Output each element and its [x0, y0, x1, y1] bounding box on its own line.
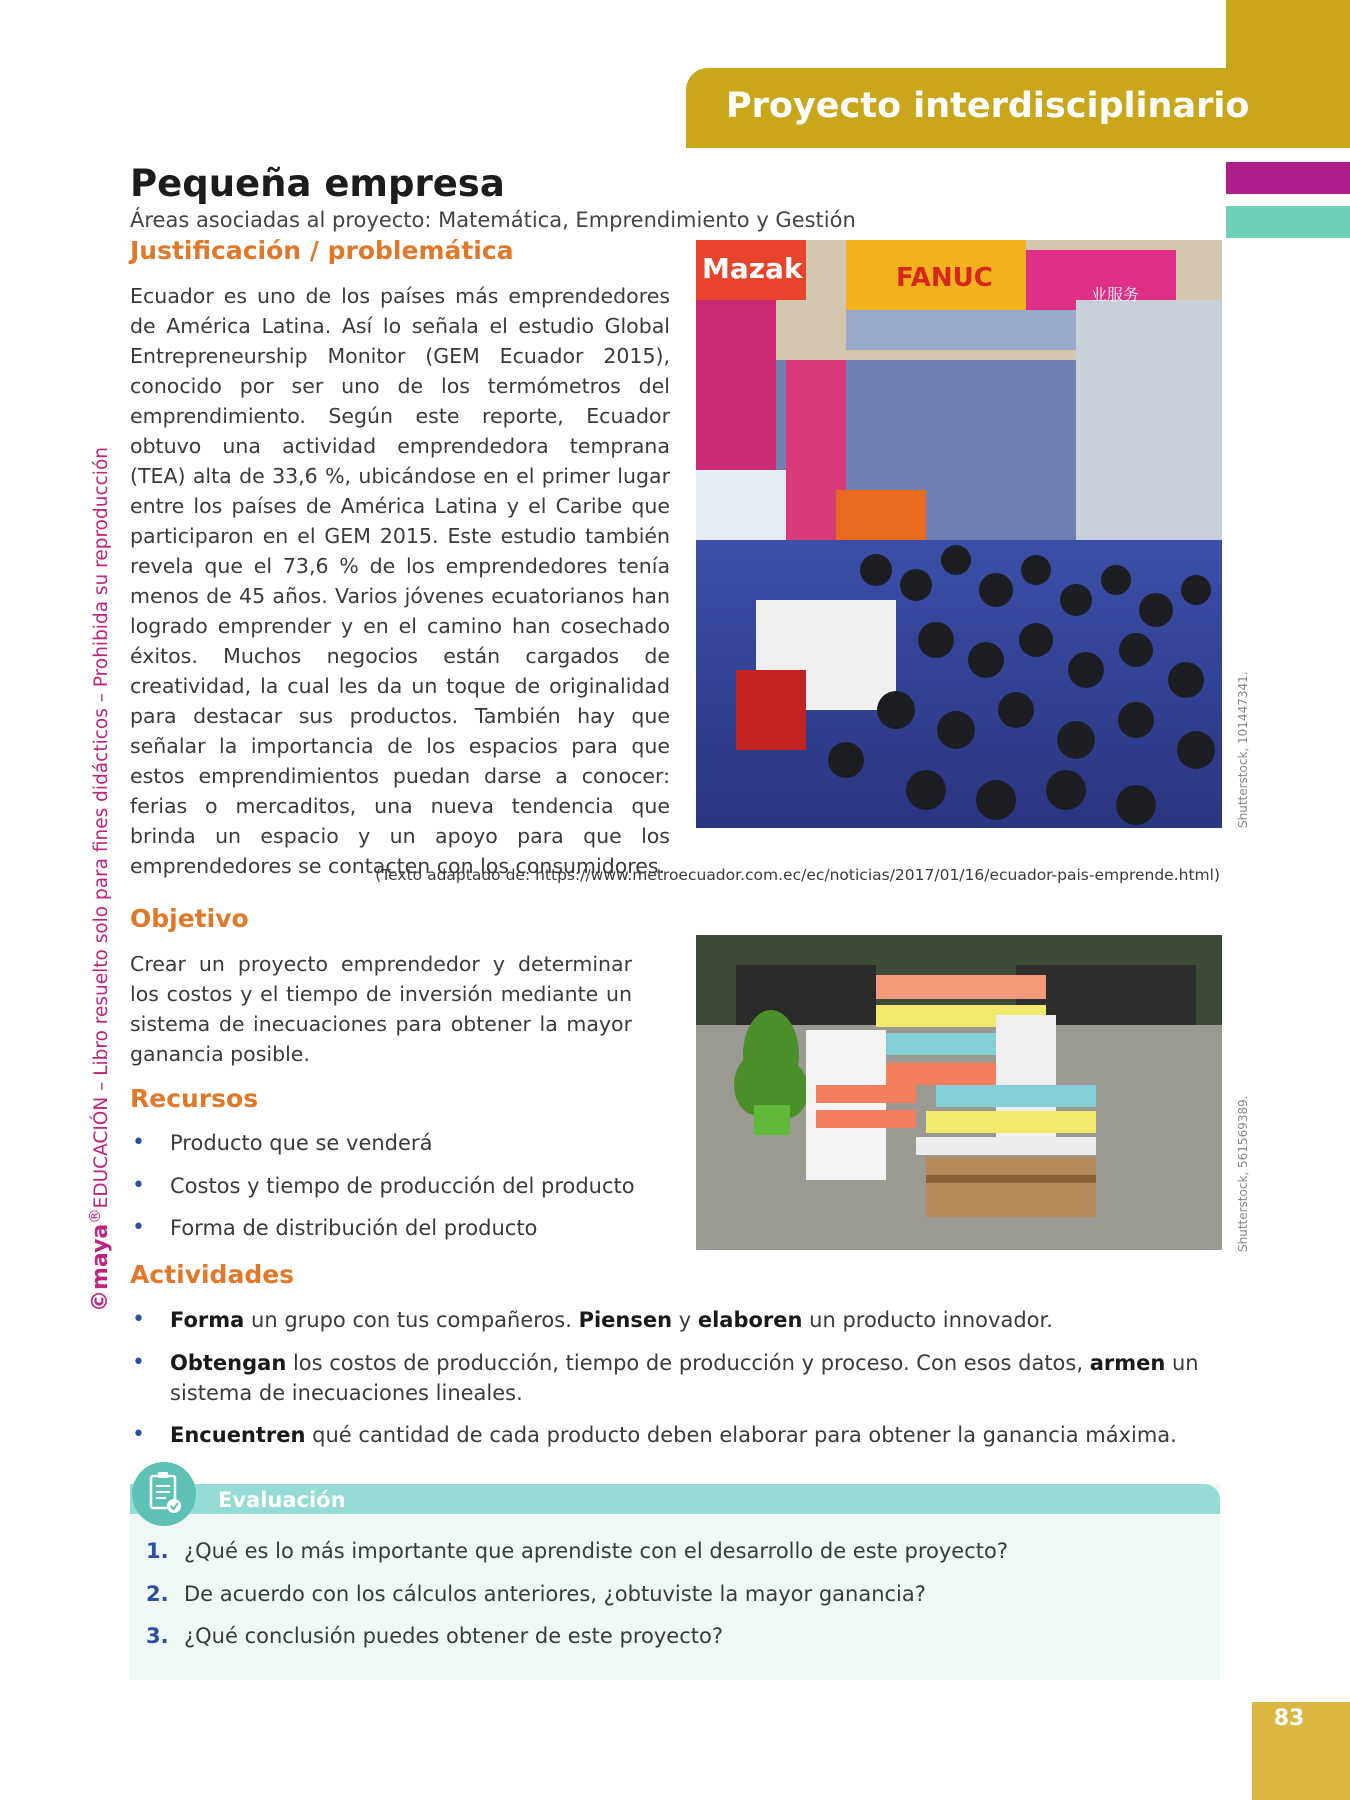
resource-item: • Costos y tiempo de producción del producto: [130, 1171, 635, 1201]
activity-item: • Forma un grupo con tus compañeros. Piensen y elaboren un producto innovador.: [130, 1305, 1226, 1335]
magenta-stripe: [1226, 162, 1350, 194]
justification-text: Ecuador es uno de los países más emprendedores de América Latina. Así lo señala el estudio Global Entrepreneurship Monitor (GEM Ecuador 2015), conocido por ser uno de los termómetros del emprendimiento. Según este reporte, Ecuador obtuvo una actividad emprendedora temprana (TEA) alta de 33,6 %, ubicándose en el primer lugar entre los países de América Latina y el Caribe que participaron en el GEM 2015. Este estudio también revela que el 73,6 % de los emprendedores tenía menos de 45 años. Varios jóvenes ecuatorianos han logrado emprender y en el camino han cosechado éxitos. Muchos negocios están cargados de creatividad, la cual les da un toque de originalidad para destacar sus productos. También hay que señalar la importancia de los espacios para que estos emprendimientos puedan darse a conocer: ferias o mercaditos, una nueva tendencia que brinda un espacio y un apoyo para que los emprendedores se contacten con los consumidores.: [130, 284, 670, 878]
clipboard-check-icon: [132, 1462, 196, 1526]
copyright-text: EDUCACIÓN – Libro resuelto solo para fines didácticos – Prohibida su reproducción: [91, 447, 113, 1209]
evaluation-item: 3. ¿Qué conclusión puedes obtener de este proyecto?: [146, 1624, 723, 1648]
evaluation-list: [146, 1536, 1008, 1664]
activities-list: [130, 1305, 1226, 1450]
teal-stripe: [1226, 206, 1350, 238]
evaluation-heading: Evaluación: [218, 1488, 346, 1512]
source-citation: (Texto adaptado de: https://www.metroecuador.com.ec/ec/noticias/2017/01/16/ecuador-pais-emprende.html): [375, 866, 1220, 884]
photo2-credit: Shutterstock, 561569389.: [1236, 1095, 1250, 1252]
sign-mazak: Mazak: [702, 252, 803, 285]
header-corner-tab: [1226, 0, 1350, 68]
objective-heading: Objetivo: [130, 904, 249, 933]
page-number: 83: [1273, 1706, 1305, 1731]
resource-item: • Producto que se venderá: [130, 1128, 635, 1158]
section-title: Proyecto interdisciplinario: [726, 86, 1250, 126]
activity-item: • Encuentren qué cantidad de cada producto deben elaborar para obtener la ganancia máxima.: [130, 1420, 1226, 1450]
brand-logo: ©maya: [88, 1223, 114, 1312]
side-copyright: ©maya®EDUCACIÓN – Libro resuelto solo para fines didácticos – Prohibida su reproducción: [86, 447, 114, 1312]
evaluation-item: 1. ¿Qué es lo más importante que aprendiste con el desarrollo de este proyecto?: [146, 1539, 1008, 1563]
photo1-credit: Shutterstock, 101447341.: [1236, 671, 1250, 828]
associated-areas: Áreas asociadas al proyecto: Matemática, Emprendimiento y Gestión: [130, 208, 856, 232]
page-title: Pequeña empresa: [130, 162, 505, 205]
evaluation-item: 2. De acuerdo con los cálculos anteriores, ¿obtuviste la mayor ganancia?: [146, 1581, 926, 1606]
resource-item: • Forma de distribución del producto: [130, 1213, 635, 1243]
sign-service: 业服务: [1091, 285, 1140, 304]
activity-item: • Obtengan los costos de producción, tiempo de producción y proceso. Con esos datos, armen un sistema de inecuaciones lineales.: [130, 1348, 1226, 1408]
trade-fair-photo: [696, 240, 1222, 828]
resources-list: [130, 1128, 635, 1243]
resources-heading: Recursos: [130, 1084, 259, 1113]
activities-heading: Actividades: [130, 1260, 295, 1289]
sign-fanuc: FANUC: [896, 263, 993, 293]
justification-heading: Justificación / problemática: [130, 236, 514, 265]
pallet-bench-photo: [696, 935, 1222, 1250]
objective-text: Crear un proyecto emprendedor y determinar los costos y el tiempo de inversión mediante un sistema de inecuaciones para obtener la mayor ganancia posible.: [130, 952, 632, 1066]
